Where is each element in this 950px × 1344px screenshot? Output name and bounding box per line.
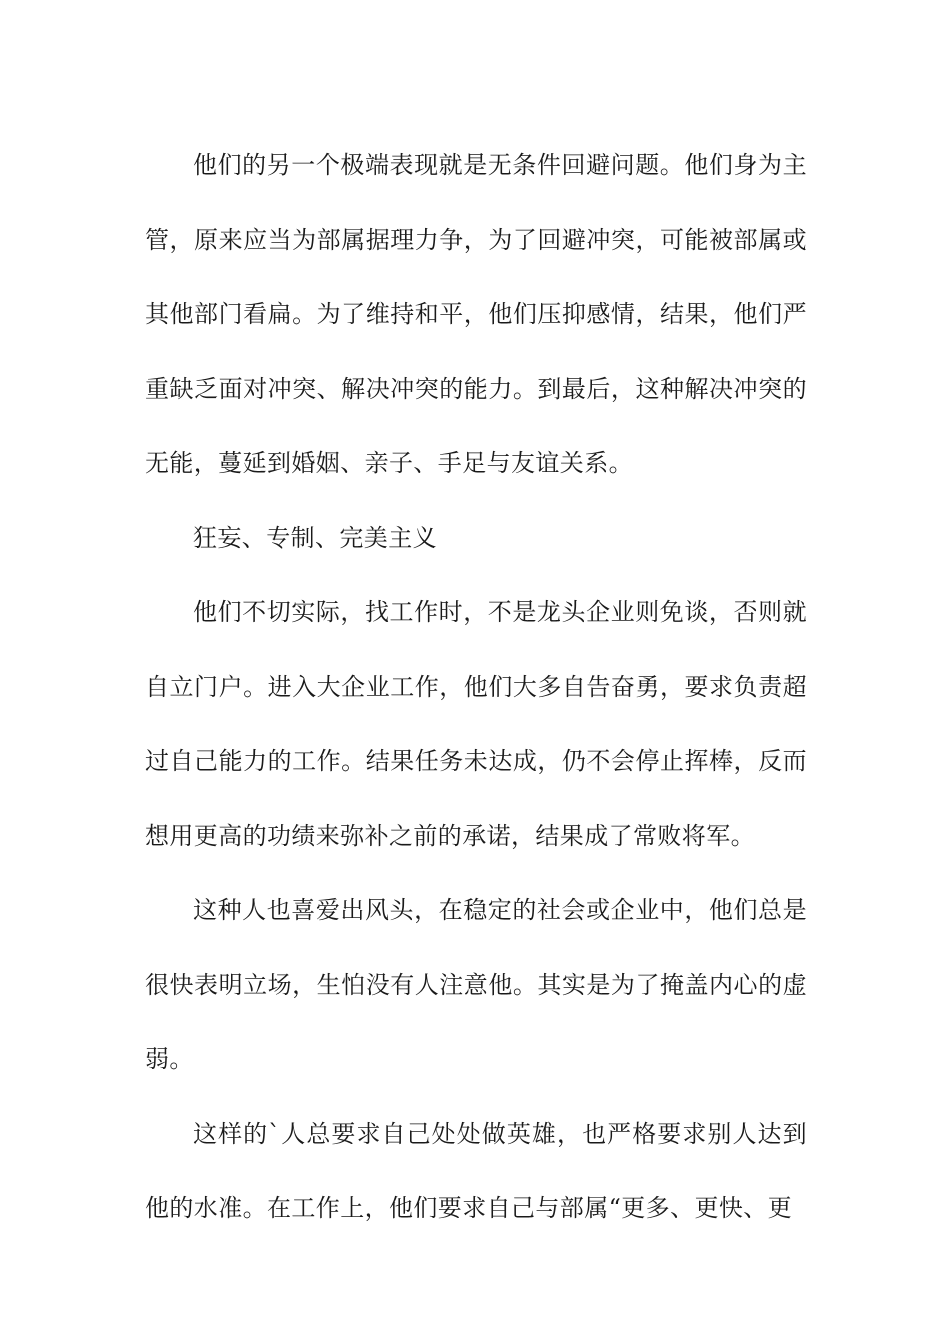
paragraph-hero: 这样的`人总要求自己处处做英雄，也严格要求别人达到他的水准。在工作上，他们要求自己与部属“更多、更快、更 (145, 1119, 807, 1222)
paragraph-unrealistic: 他们不切实际，找工作时，不是龙头企业则免谈，否则就自立门户。进入大企业工作，他们大多自告奋勇，要求负责超过自己能力的工作。结果任务未达成，仍不会停止挥棒，反而想用更高的功绩来弥补之前的承诺，结果成了常败将军。 (145, 598, 807, 850)
paragraph-limelight: 这种人也喜爱出风头，在稳定的社会或企业中，他们总是很快表明立场，生怕没有人注意他。其实是为了掩盖内心的虚弱。 (145, 896, 807, 1073)
section-heading: 狂妄、专制、完美主义 (193, 523, 437, 552)
document-body (145, 128, 807, 1246)
paragraph-avoidance: 他们的另一个极端表现就是无条件回避问题。他们身为主管，原来应当为部属据理力争，为了回避冲突，可能被部属或其他部门看扁。为了维持和平，他们压抑感情，结果，他们严重缺乏面对冲突、解决冲突的能力。到最后，这种解决冲突的无能，蔓延到婚姻、亲子、手足与友谊关系。 (145, 151, 807, 477)
